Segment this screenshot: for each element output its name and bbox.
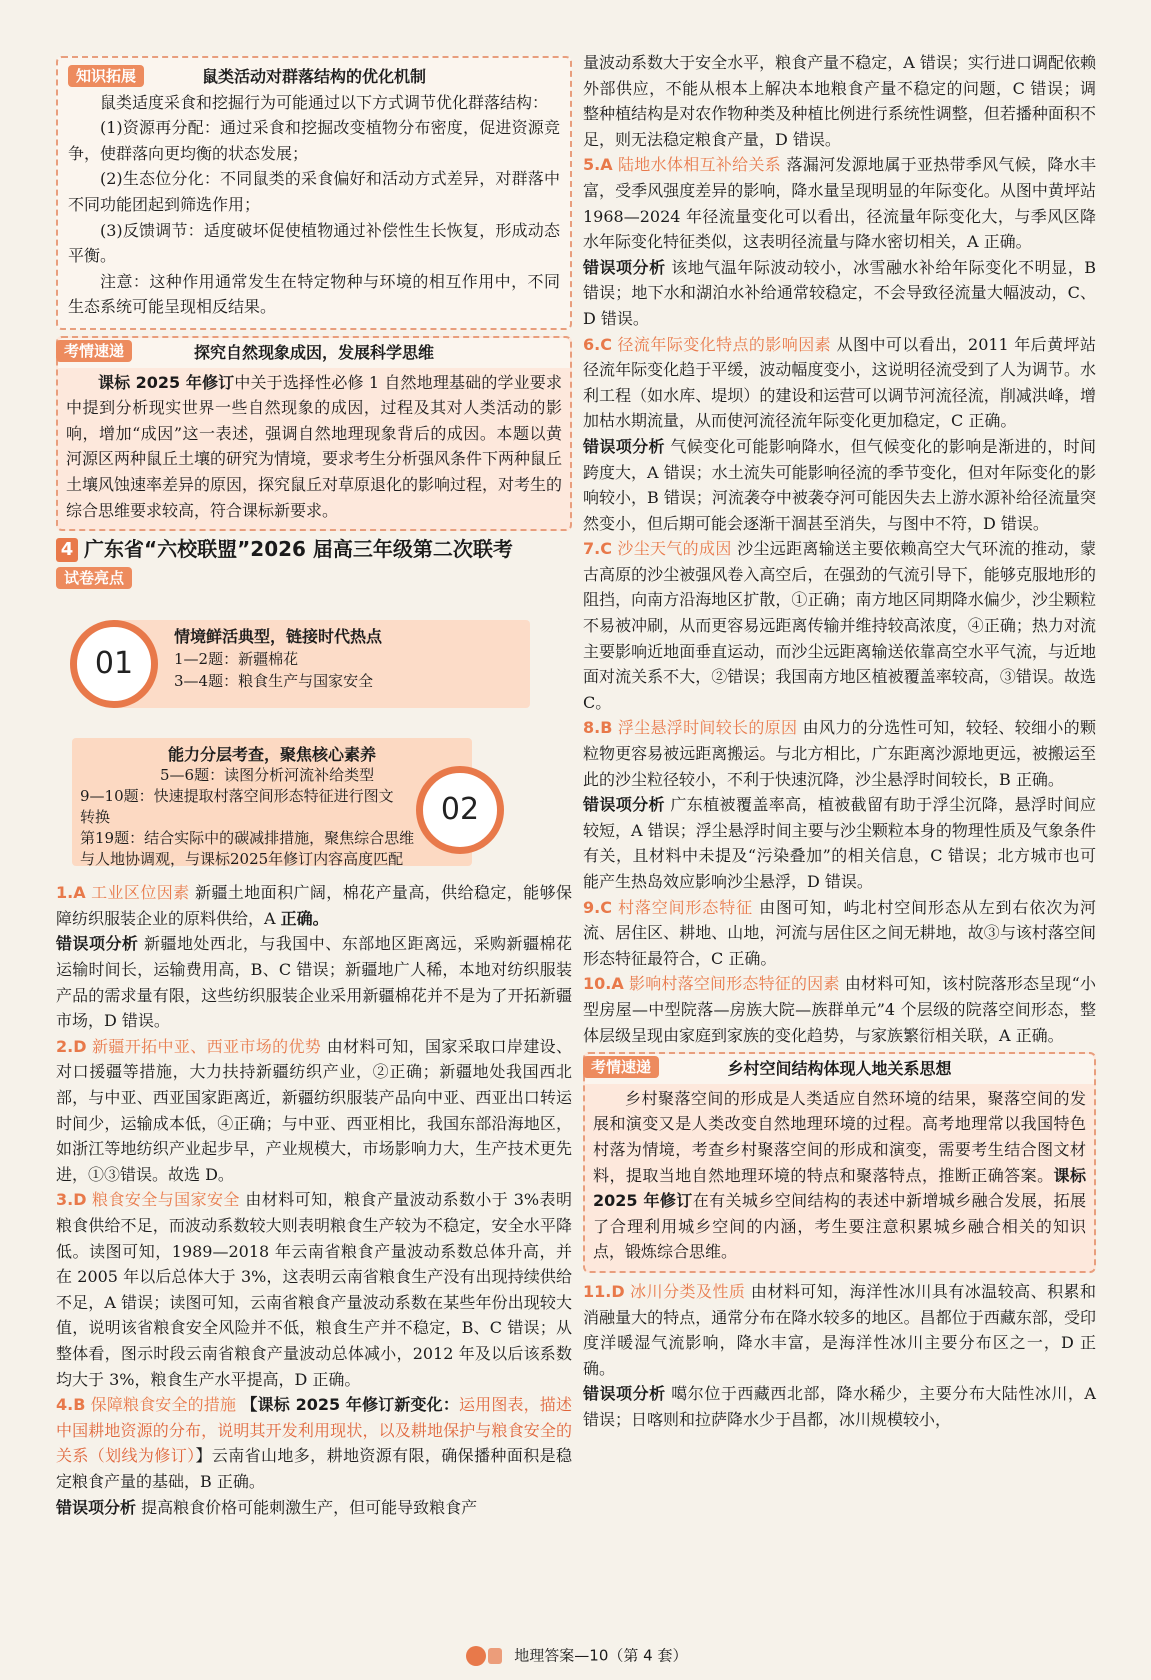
answer-9: 9.C 村落空间形态特征 由图可知，屿北村空间形态从左到右依次为河流、居住区、耕地、山地，河流与居住区之间无耕地，故③与该村落空间形态特征最符合，C 正确。	[583, 897, 1096, 968]
answer-1-error-analysis: 错误项分析 新疆地处西北，与我国中、东部地区距离远，采购新疆棉花运输时间长，运输费用高，B、C 错误；新疆地广人稀，本地对纺织服装产品的需求量有限，这些纺织服装企业采用新疆棉花并不是为了开拓新疆市场，D 错误。	[56, 934, 572, 1031]
answer-4-error-analysis: 错误项分析 提高粮食价格可能刺激生产，但可能导致粮食产	[56, 1497, 478, 1517]
answer-5: 5.A 陆地水体相互补给关系 落漏河发源地属于亚热带季风气候，降水丰富，受季风强度差异的影响，降水量呈现明显的年际变化。从图中黄坪站 1968—2024 年径流量变化可以看出，径流量年际变化大，与季风区降水年际变化特征类似，这表明径流量与降水密切相关，A 正确。	[583, 155, 1096, 252]
highlight-2: 能力分层考查，聚焦核心素养 5—6题：读图分析河流补给类型 9—10题：快速提取村落空间形态特征进行图文转换 第19题：结合实际中的碳减排措施，聚焦综合思维与人地协调观，与课标2025年修订内容高度匹配	[72, 738, 472, 866]
extension-badge: 知识拓展	[68, 65, 144, 87]
extension-note: 注意：这种作用通常发生在特定物种与环境的相互作用中，不同生态系统可能呈现相反结果。	[68, 271, 560, 317]
extension-point-1: (1)资源再分配：通过采食和挖掘改变植物分布密度，促进资源竞争，使群落向更均衡的状态发展；	[68, 118, 560, 163]
exam-trend-text: 课标 2025 年修订中关于选择性必修 1 自然地理基础的学业要求中提到分析现实世界一些自然现象的成因，过程及其对人类活动的影响，增加“成因”这一表述，强调自然地理现象背后的成因。本题以黄河源区两种鼠丘土壤的研究为情境，要求考生分析强风条件下两种鼠丘土壤风蚀速率差异的原因，探究鼠丘对草原退化的影响过程，对考生的综合思维要求较高，符合课标新要求。	[66, 372, 563, 520]
answer-11-error-analysis: 错误项分析 噶尔位于西藏西北部，降水稀少，主要分布大陆性冰川，A 错误；日喀则和拉萨降水少于昌都，冰川规模较小，	[583, 1384, 1096, 1429]
exam-trend-text-2: 乡村聚落空间的形成是人类适应自然环境的结果，聚落空间的发展和演变又是人类改变自然地理环境的过程。高考地理常以我国特色村落为情境，考查乡村聚落空间的形成和演变，需要考生结合图文材料，提取当地自然地理环境的特点和聚落特点，推断正确答案。课标 2025 年修订在有关城乡空间结构的表述中新增城乡融合发展，拓展了合理利用城乡空间的内涵，考生要注意积累城乡融合相关的知识点，锻炼综合思维。	[593, 1088, 1086, 1262]
answer-8: 8.B 浮尘悬浮时间较长的原因 由风力的分选性可知，较轻、较细小的颗粒物更容易被远距离搬运。与北方相比，广东距离沙源地更远，被搬运至此的沙尘粒径较小，不利于快速沉降，沙尘悬浮时间较长，B 正确。	[583, 718, 1096, 789]
paper-highlights	[56, 598, 572, 870]
exam-title: 广东省“六校联盟”2026 届高三年级第二次联考	[84, 537, 513, 562]
exam-trend-title-2: 乡村空间结构体现人地关系思想	[727, 1059, 952, 1079]
paper-highlights-badge: 试卷亮点	[56, 567, 132, 589]
answer-4-continued: 量波动系数大于安全水平，粮食产量不稳定，A 错误；实行进口调配依赖外部供应，不能从根本上解决本地粮食产量不稳定的问题，C 错误；调整种植结构是对农作物种类及种植比例进行系统性调整，但若播种面积不足，则无法稳定粮食产量，D 错误。	[583, 53, 1096, 149]
answer-11: 11.D 冰川分类及性质 由材料可知，海洋性冰川具有冰温较高、积累和消融量大的特点，通常分布在降水较多的地区。昌都位于西藏东部，受印度洋暖湿气流影响，降水丰富，是海洋性冰川主要分布区之一，D 正确。	[583, 1281, 1096, 1378]
footer-text: 地理答案—10（第 4 套）	[514, 1646, 688, 1665]
answer-6: 6.C 径流年际变化特点的影响因素 从图中可以看出，2011 年后黄坪站径流年际变化趋于平缓，波动幅度变小，这说明径流受到了人为调节。水利工程（如水库、堤坝）的建设和运营可以调节河流径流，削减洪峰，增加枯水期流量，从而使河流径流年际变化更加稳定，C 正确。	[583, 334, 1096, 431]
page-footer	[0, 1642, 1151, 1670]
answer-4: 4.B 保障粮食安全的措施 【课标 2025 年修订新变化：运用图表，描述中国耕地资源的分布，说明其开发利用现状，以及耕地保护与粮食安全的关系（划线为修订）】云南省山地多，耕地资源有限，确保播种面积是稳定粮食产量的基础，B 正确。	[56, 1395, 572, 1491]
highlight-1-circle: 01	[70, 620, 158, 708]
highlight-1: 情境鲜活典型，链接时代热点 1—2题：新疆棉花 3—4题：粮食生产与国家安全	[110, 620, 530, 708]
left-column	[56, 56, 572, 1520]
answer-2: 2.D 新疆开拓中亚、西亚市场的优势 由材料可知，国家采取口岸建设、对口援疆等措施，大力扶持新疆纺织产业，②正确；新疆地处我国西北部，与中亚、西亚国家距离近，新疆纺织服装产品向中亚、西亚出口转运时间少，运输成本低，④正确；与中亚、西亚相比，我国东部沿海地区，如浙江等地纺织产业起步早，产业规模大，市场影响力大，生产技术更先进，①③错误。故选 D。	[56, 1036, 572, 1184]
exam-trend-box-2	[583, 1052, 1096, 1273]
exam-trend-badge-2: 考情速递	[583, 1056, 659, 1078]
knowledge-extension-box	[56, 56, 572, 330]
extension-title: 知识拓展 鼠类活动对群落结构的优化机制	[68, 64, 560, 90]
exam-trend-badge: 考情速递	[56, 340, 132, 362]
answer-10: 10.A 影响村落空间形态特征的因素 由材料可知，该村院落形态呈现“小型房屋—中型院落—房族大院—族群单元”4 个层级的院落空间形态，整体层级呈现由家庭到家族的变化趋势，与家族繁衍相关联，A 正确。	[583, 974, 1096, 1045]
extension-intro: 鼠类适度采食和挖掘行为可能通过以下方式调节优化群落结构：	[100, 92, 549, 112]
exam-trend-title: 考情速递 探究自然现象成因，发展科学思维	[58, 338, 570, 368]
exam-number: 4	[56, 538, 78, 562]
answer-3: 3.D 粮食安全与国家安全 由材料可知，粮食产量波动系数小于 3%表明粮食供给不足，而波动系数较大则表明粮食生产较为不稳定，安全水平降低。读图可知，1989—2018 年云南省粮食产量波动系数总体升高，并在 2005 年以后总体大于 3%，这表明云南省粮食生产没有出现持续供给不足，A 错误；读图可知，云南省粮食产量波动系数在某些年份出现较大值，说明该省粮食安全风险并不低，粮食生产并不稳定，B、C 错误；从整体看，图示时段云南省粮食产量波动总体减小，2012 年及以后该系数均大于 3%，粮食生产水平提高，D 正确。	[56, 1190, 572, 1389]
highlight-2-circle: 02	[416, 766, 504, 854]
extension-point-2: (2)生态位分化：不同鼠类的采食偏好和活动方式差异，对群落中不同功能团起到筛选作用；	[68, 169, 560, 214]
exam-trend-box-1	[56, 336, 572, 531]
answer-5-error-analysis: 错误项分析 该地气温年际波动较小，冰雪融水补给年际变化不明显，B 错误；地下水和湖泊水补给通常较稳定，不会导致径流量大幅波动，C、D 错误。	[583, 257, 1096, 328]
right-column	[583, 50, 1096, 1432]
answer-8-error-analysis: 错误项分析 广东植被覆盖率高，植被截留有助于浮尘沉降，悬浮时间应较短，A 错误；浮尘悬浮时间主要与沙尘颗粒本身的物理性质及气象条件有关，且材料中未提及“污染叠加”的相关信息，C 错误；北方城市也可能产生热岛效应影响沙尘悬浮，D 错误。	[583, 795, 1096, 891]
answer-7: 7.C 沙尘天气的成因 沙尘远距离输送主要依赖高空大气环流的推动，蒙古高原的沙尘被强风卷入高空后，在强劲的气流引导下，能够克服地形的阻挡，向南方沿海地区扩散，①正确；南方地区同期降水偏少，沙尘颗粒不易被冲刷，从而更容易远距离传输并维持较高浓度，④正确；热力对流主要影响近地面垂直运动，而沙尘远距离输送依靠高空水平气流，与近地面对流关系不大，②错误；我国南方地区植被覆盖率较高，③错误。故选 C。	[583, 539, 1096, 712]
exam-heading	[56, 537, 572, 563]
extension-point-3: (3)反馈调节：适度破坏促使植物通过补偿性生长恢复，形成动态平衡。	[68, 220, 560, 266]
answer-1: 1.A 工业区位因素 新疆土地面积广阔，棉花产量高，供给稳定，能够保障纺织服装企业的原料供给，A 正确。	[56, 883, 572, 928]
answer-6-error-analysis: 错误项分析 气候变化可能影响降水，但气候变化的影响是渐进的，时间跨度大，A 错误；水土流失可能影响径流的季节变化，但对年际变化的影响较小，B 错误；河流袭夺中被袭夺河可能因失去上游水源补给径流量突然变小，但后期可能会逐渐干涸甚至消失，与图中不符，D 错误。	[583, 436, 1096, 533]
publisher-logo-icon	[464, 1642, 504, 1670]
